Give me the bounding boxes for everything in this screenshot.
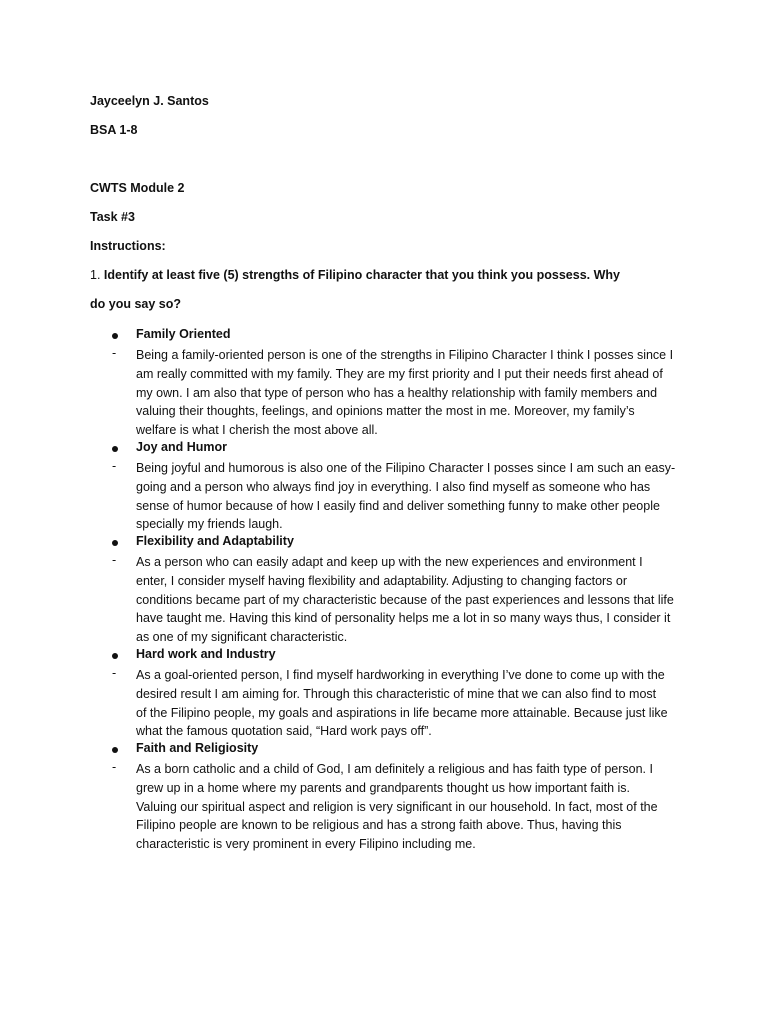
instructions-label: Instructions: (90, 239, 166, 253)
module-title: CWTS Module 2 (90, 181, 185, 195)
explanation-line: Being a family-oriented person is one of the strengths in Filipino Character I think I posses since I (136, 348, 674, 362)
dash-marker: - (112, 666, 117, 680)
explanation-line: going and a person who always find joy in everything. I also find myself as someone who has (136, 479, 651, 494)
dash-marker: - (112, 346, 117, 360)
explanation-line: of the Filipino people, my goals and aspirations in life became more attainable. Because just like (136, 705, 668, 720)
strength-title: Joy and Humor (136, 440, 227, 454)
strength-title: Faith and Religiosity (136, 741, 259, 755)
student-section: BSA 1-8 (90, 123, 138, 137)
bullet-icon (112, 333, 118, 339)
explanation-line: As a born catholic and a child of God, I am definitely a religious and has faith type of person. I (136, 762, 653, 776)
task-title: Task #3 (90, 210, 135, 224)
explanation-line: grew up in a home where my parents and grandparents thought us how important faith is. (136, 780, 631, 795)
explanation-line: characteristic is very prominent in every Filipino including me. (136, 837, 476, 852)
explanation-line: my own. I am also that type of person who has a healthy relationship with family members and (136, 385, 658, 400)
bullet-icon (112, 747, 118, 753)
explanation-line: welfare is what I cherish the most above all. (136, 423, 378, 438)
explanation-line: desired result I am aiming for. Through this characteristic of mine that we can also find to most (136, 686, 657, 701)
question-number: 1. (90, 268, 101, 282)
student-name: Jayceelyn J. Santos (90, 94, 209, 108)
explanation-line: conditions became part of my characteristic because of the past experiences and lessons that life (136, 592, 674, 607)
explanation-line: what the famous quotation said, “Hard work pays off”. (136, 724, 432, 739)
strength-title: Hard work and Industry (136, 647, 276, 661)
bullet-icon (112, 446, 118, 452)
question-line-1 (90, 268, 620, 282)
dash-marker: - (112, 459, 117, 473)
explanation-line: sense of humor because of how I easily find and deliver something funny to make other people (136, 498, 660, 513)
explanation-line: have taught me. Having this kind of personality helps me a lot in so many ways thus, I consider it (136, 611, 671, 626)
explanation-line: As a goal-oriented person, I find myself hardworking in everything I’ve done to come up with the (136, 668, 665, 682)
bullet-icon (112, 540, 118, 546)
bullet-icon (112, 653, 118, 659)
question-text: Identify at least five (5) strengths of Filipino character that you think you possess. Why (103, 268, 620, 282)
explanation-line: specially my friends laugh. (136, 517, 283, 532)
explanation-line: As a person who can easily adapt and keep up with the new experiences and environment I (136, 555, 643, 569)
dash-marker: - (112, 760, 117, 774)
explanation-line: am really committed with my family. They are my first priority and I put their needs first ahead of (136, 366, 663, 381)
explanation-line: as one of my significant characteristic. (136, 630, 348, 645)
dash-marker: - (112, 553, 117, 567)
strength-title: Flexibility and Adaptability (136, 534, 294, 548)
strength-title: Family Oriented (136, 327, 231, 341)
explanation-line: Valuing our spiritual aspect and religion is very significant in our household. In fact, most of the (136, 799, 658, 814)
explanation-line: Filipino people are known to be religious and has a strong faith above. Thus, having this (136, 818, 622, 833)
explanation-line: enter, I consider myself having flexibility and adaptability. Adjusting to changing factors or (136, 573, 628, 588)
explanation-line: valuing their thoughts, feelings, and opinions matter the most in me. Moreover, my family’s (136, 404, 635, 419)
question-text-continued: do you say so? (90, 297, 181, 311)
question-line-2 (90, 297, 181, 311)
explanation-line: Being joyful and humorous is also one of the Filipino Character I posses since I am such an easy- (136, 461, 676, 475)
